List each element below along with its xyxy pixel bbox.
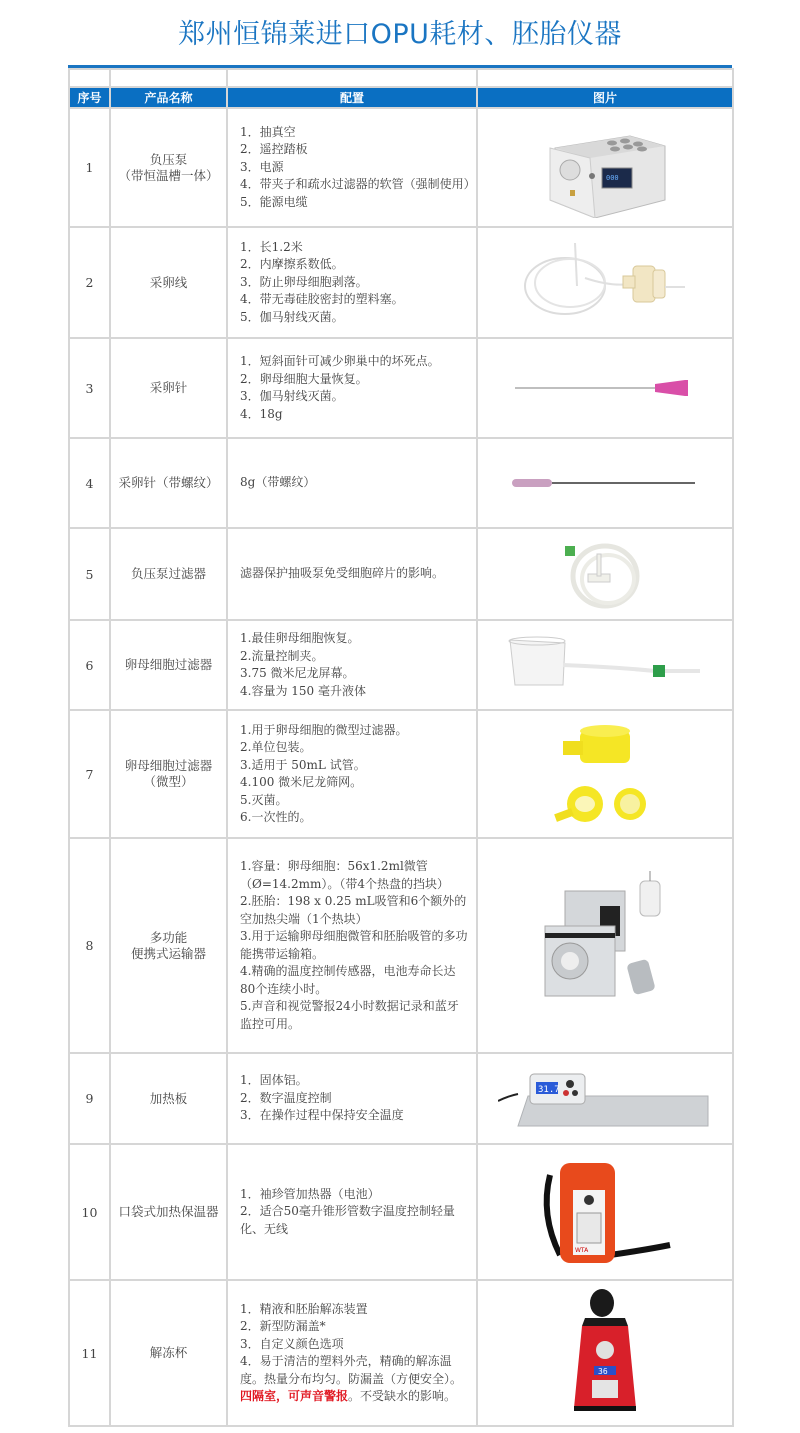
column-header-image: 图片 (477, 87, 733, 108)
svg-text:000: 000 (606, 173, 619, 182)
product-config: 1．长1.2米 2．内摩擦系数低。 3．防止卵母细胞剥落。 4．带无毒硅胶密封的塑料塞。 5．伽马射线灭菌。 (227, 227, 477, 338)
row-number: 1 (69, 108, 110, 227)
svg-text:WTA: WTA (575, 1246, 589, 1254)
svg-text:31.7: 31.7 (537, 1085, 560, 1095)
table-row (69, 528, 733, 620)
row-number: 11 (69, 1280, 110, 1426)
vacuum-pump-icon (540, 118, 670, 218)
product-name: 采卵针 (110, 338, 227, 438)
table-row (69, 227, 733, 338)
table-row (69, 1053, 733, 1144)
table-row (69, 838, 733, 1053)
filter-cup-icon (505, 635, 705, 695)
table-row (69, 438, 733, 528)
product-name: 负压泵 （带恒温槽一体） (110, 108, 227, 227)
heating-plate-image (477, 1053, 733, 1144)
table-row (69, 1144, 733, 1280)
column-header-config: 配置 (227, 87, 477, 108)
vacuum-pump-image (477, 108, 733, 227)
svg-text:36: 36 (598, 1367, 608, 1376)
heating-plate-icon (498, 1066, 713, 1131)
product-name: 多功能 便携式运输器 (110, 838, 227, 1053)
pocket-tube-warmer-image (477, 1144, 733, 1280)
table-row (69, 620, 733, 710)
row-number: 10 (69, 1144, 110, 1280)
product-name: 采卵线 (110, 227, 227, 338)
product-name: 卵母细胞过滤器 (110, 620, 227, 710)
product-name: 采卵针（带螺纹） (110, 438, 227, 528)
portable-transporter-image (477, 838, 733, 1053)
table-row (69, 1280, 733, 1426)
product-name: 解冻杯 (110, 1280, 227, 1426)
aspiration-tubing-image (477, 227, 733, 338)
product-config: 1．袖珍管加热器（电池） 2．适合50毫升锥形管数字温度控制轻量化、无线 (227, 1144, 477, 1280)
table-blank-row (69, 69, 733, 87)
filter-tubing-icon (560, 534, 650, 614)
product-config: 滤器保护抽吸泵免受细胞碎片的影响。 (227, 528, 477, 620)
table-header-row (69, 87, 733, 108)
product-config: 1．短斜面针可减少卵巢中的坏死点。 2．卵母细胞大量恢复。 3．伽马射线灭菌。 4．18g (227, 338, 477, 438)
threaded-needle-image (477, 438, 733, 528)
row-number: 2 (69, 227, 110, 338)
product-table (68, 68, 734, 1427)
column-header-no: 序号 (69, 87, 110, 108)
row-number: 4 (69, 438, 110, 528)
row-number: 9 (69, 1053, 110, 1144)
table-row (69, 338, 733, 438)
product-name: 卵母细胞过滤器 （微型） (110, 710, 227, 838)
thawing-cup-image (477, 1280, 733, 1426)
row-number: 6 (69, 620, 110, 710)
table-row (69, 710, 733, 838)
threaded-needle-icon (510, 473, 700, 493)
transporter-icon (540, 871, 670, 1021)
oocyte-filter-cup-image (477, 620, 733, 710)
product-name: 负压泵过滤器 (110, 528, 227, 620)
product-name: 加热板 (110, 1053, 227, 1144)
thawing-cup-icon (570, 1288, 640, 1418)
tubing-icon (515, 238, 695, 328)
aspiration-needle-image (477, 338, 733, 438)
product-table-container (68, 65, 732, 1427)
mini-filter-icon (545, 719, 665, 829)
table-row (69, 108, 733, 227)
product-config: 1．抽真空 2．遥控踏板 3．电源 4．带夹子和疏水过滤器的软管（强制使用） 5．能源电缆 (227, 108, 477, 227)
page-title: 郑州恒锦莱进口OPU耗材、胚胎仪器 (178, 19, 622, 50)
column-header-name: 产品名称 (110, 87, 227, 108)
pocket-warmer-icon (535, 1155, 675, 1270)
pump-filter-image (477, 528, 733, 620)
needle-icon (510, 373, 700, 403)
row-number: 3 (69, 338, 110, 438)
row-number: 7 (69, 710, 110, 838)
product-config: 8g（带螺纹） (227, 438, 477, 528)
product-config: 1.用于卵母细胞的微型过滤器。 2.单位包装。 3.适用于 50mL 试管。 4.100 微米尼龙筛网。 5.灭菌。 6.一次性的。 (227, 710, 477, 838)
product-config: 1.容量：卵母细胞：56x1.2ml微管（Ø=14.2mm）。（带4个热盘的挡块） 2.胚胎：198 x 0.25 mL吸管和6个额外的空加热尖端（1个热块） 3.用于运输卵母细胞微管和胚胎吸管的多功能携带运输箱。 4.精确的温度控制传感器，电池寿命长达80个连续小时。 5.声音和视觉警报24小时数据记录和蓝牙监控可用。 (227, 838, 477, 1053)
product-config: 1．固体铝。 2．数字温度控制 3．在操作过程中保持安全温度 (227, 1053, 477, 1144)
row-number: 5 (69, 528, 110, 620)
highlight-text: 四隔室，可声音警报 (240, 1389, 349, 1403)
product-name: 口袋式加热保温器 (110, 1144, 227, 1280)
row-number: 8 (69, 838, 110, 1053)
product-config: 1.最佳卵母细胞恢复。 2.流量控制夹。 3.75 微米尼龙屏幕。 4.容量为 150 毫升液体 (227, 620, 477, 710)
mini-oocyte-filter-image (477, 710, 733, 838)
product-config: 1．精液和胚胎解冻装置 2．新型防漏盖* 3．自定义颜色选项 4．易于清洁的塑料外壳，精确的解冻温度。热量分布均匀。防漏盖（方便安全）。四隔室，可声音警报。不受缺水的影响。 (227, 1280, 477, 1426)
